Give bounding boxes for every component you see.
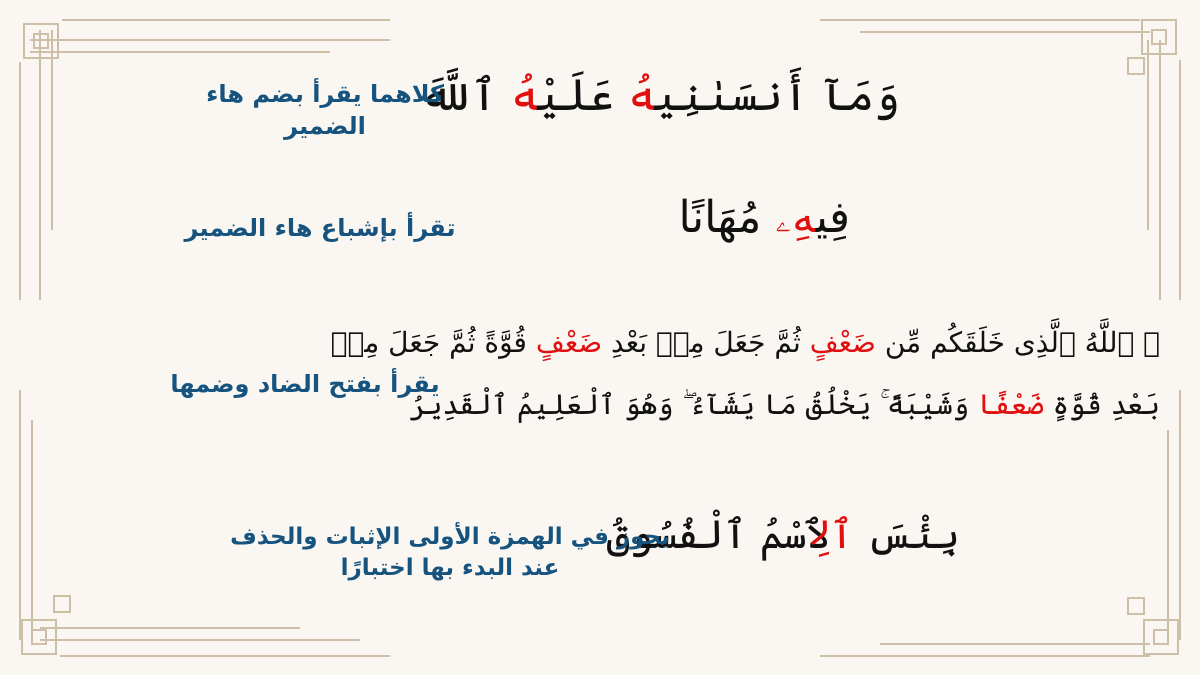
verse-1 [419,70,900,121]
note-1-line-1: كلاهما يقرأ بضم هاء [206,80,444,108]
verse-4 [606,512,960,558]
verse-3-line-2-highlight-1: ضَعْفًا [978,388,1044,421]
verse-3 [330,312,1160,436]
note-1 [170,78,480,143]
note-4 [230,522,670,584]
verse-2 [640,192,850,243]
note-4-line-2: عند البدء بها اختبارًا [340,555,560,582]
note-3 [160,368,450,400]
verse-3-line-1-highlight-1: ضَعْفٍ [809,326,876,359]
verse-1-highlight-2: هُ [511,70,537,121]
verse-3-line-1-part-2: ثُمَّ جَعَلَ مِنۢ بَعْدِ [602,326,810,359]
note-2-line-1: تقرأ بإشباع هاء الضمير [184,214,456,242]
note-4-line-1: يجوز في الهمزة الأولى الإثبات والحذف [230,524,670,550]
corner-ornament-top-left [20,20,390,300]
note-2 [150,212,490,244]
verse-1-part-2: عَلَيْ [536,70,629,121]
verse-3-line-1 [330,312,1160,374]
verse-1-highlight-1: هُ [628,70,654,121]
verse-4-highlight-1: ٱلِ [806,512,854,558]
verse-1-part-1: وَمَآ أَنسَىٰنِي [653,70,900,121]
verse-2-part-1: فِي [815,192,850,243]
verse-3-line-1-part-1: ۞ ٱللَّهُ ٱلَّذِى خَلَقَكُم مِّن [875,326,1160,359]
verse-3-line-1-part-3: قُوَّةً ثُمَّ جَعَلَ مِنۢ [330,326,536,359]
verse-3-line-2-part-1: بَعْدِ قُوَّةٍ [1043,388,1160,421]
verse-3-line-2 [409,374,1160,436]
note-1-line-2: الضمير [284,112,366,141]
corner-ornament-top-right [820,20,1180,300]
verse-2-highlight-1: هِۦ [775,192,816,243]
verse-3-line-2-part-2: وَشَيْبَةً ۚ يَخْلُقُ مَا يَشَآءُ ۖ وَهُوَ ٱلْعَلِيمُ ٱلْقَدِيرُ [409,388,979,421]
verse-4-part-2: ٱسْمُ ٱلْفُسُوقُ [606,512,807,558]
verse-4-part-1: بِئْسَ [853,512,960,558]
verse-1-part-3: ٱللَّهَ [419,70,512,121]
verse-2-part-2: مُهَانًا [678,192,776,243]
verse-3-line-1-highlight-2: ضَعْفٍ [535,326,603,359]
note-3-line-1: يقرأ بفتح الضاد وضمها [170,370,440,398]
